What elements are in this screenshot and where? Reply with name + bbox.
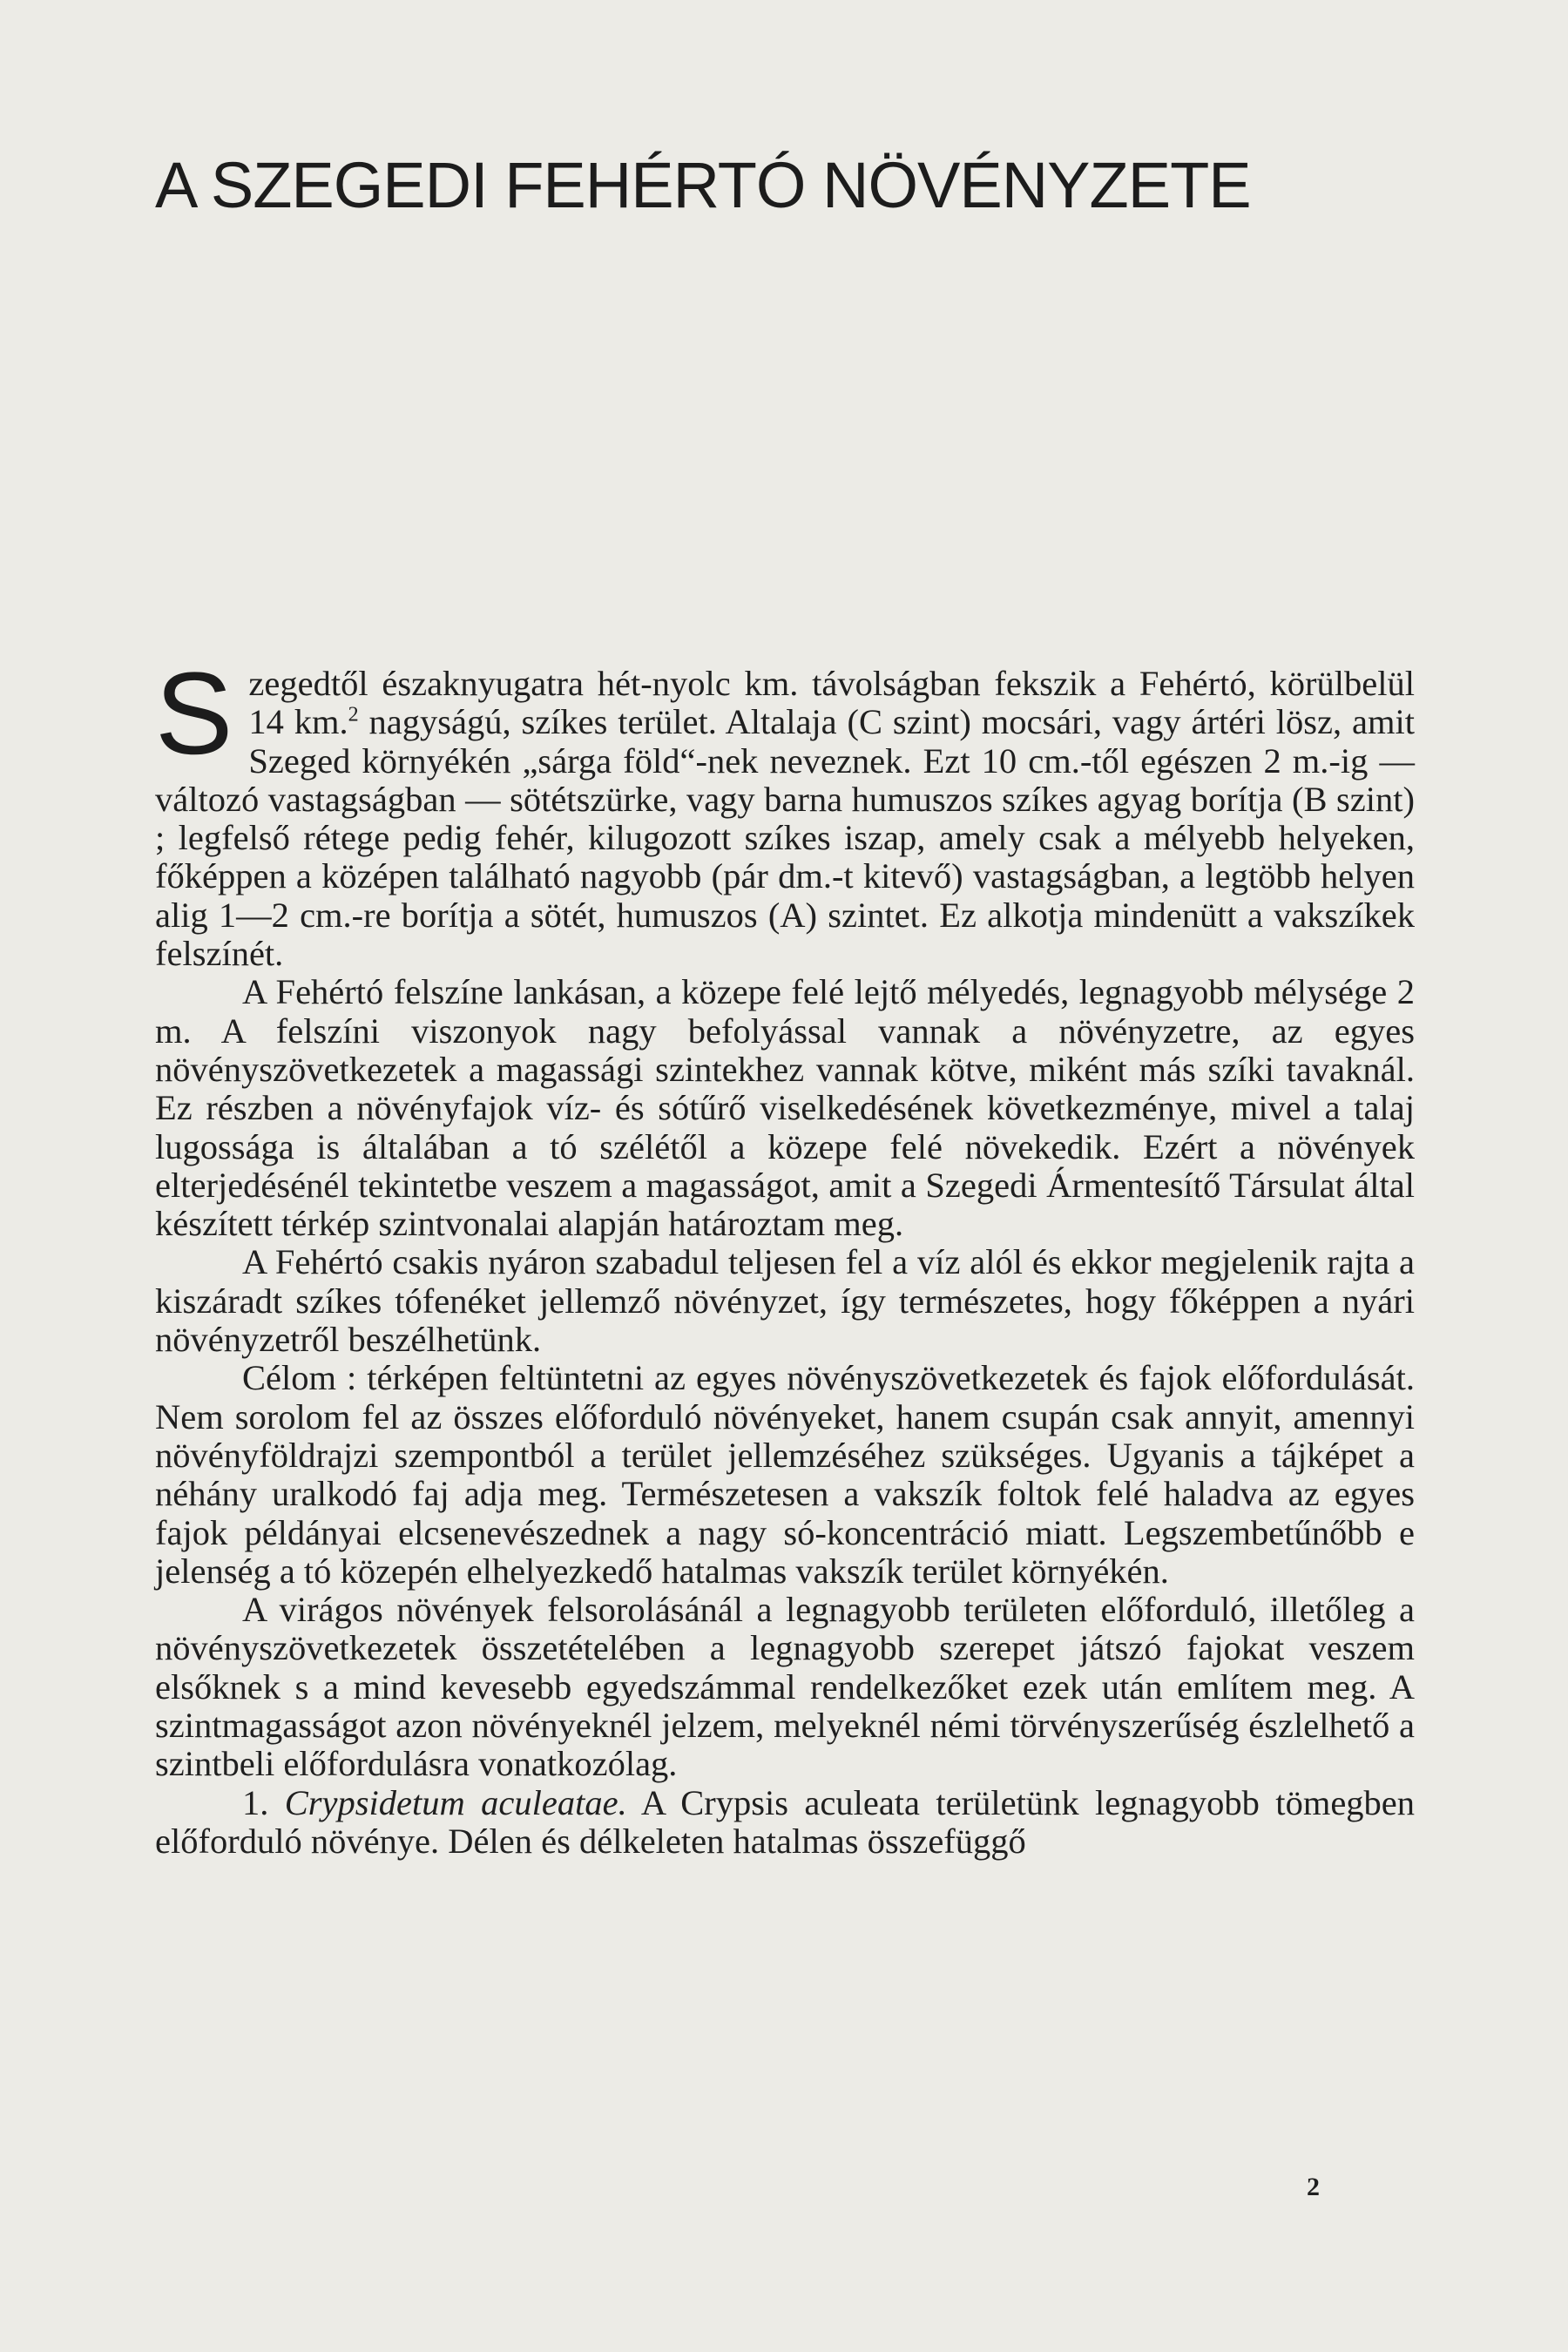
paragraph-method: A virágos növények felsorolásánál a legnagyobb területen előforduló, illetőleg a növényszövetkezetek összetételében a legnagyobb szerepet játszó fajokat veszem elsőknek s a mind kevesebb egyedszámmal rendelkezőket ezek után említem meg. A szintmagasságot azon növényeknél jelzem, melyeknél némi törvényszerűség észlelhető a szintbeli előfordulásra vonatkozólag. <box>155 1590 1415 1784</box>
section-text: A Crypsis aculeata területünk legnagyobb tömegben előforduló növénye. Délen és délkeleten hatalmas összefüggő <box>155 1782 1416 1861</box>
drop-cap: S <box>155 649 233 779</box>
paragraph-intro-text-b: nagyságú, szíkes terület. Altalaja (C szint) mocsári, vagy ártéri lösz, amit Szeged környékén „sárga föld“-nek neveznek. Ezt 10 cm.-től egészen 2 m.-ig — változó vastagságban — sötétszürke, vagy barna humuszos szíkes agyag borítja (B szint) ; legfelső rétege pedig fehér, kilugozott szíkes iszap, amely csak a mélyebb helyeken, főképpen a középen található nagyobb (pár dm.-t kitevő) vastagságban, a legtöbb helyen alig 1—2 cm.-re borítja a sötét, humuszos (A) szintet. Ez alkotja mindenütt a vakszíkek felszínét. <box>155 702 1415 974</box>
article-title: A SZEGEDI FEHÉRTÓ NÖVÉNYZETE <box>155 149 1251 221</box>
page-number: 2 <box>1307 2173 1320 2201</box>
paragraph-aim: Célom : térképen feltüntetni az egyes növényszövetkezetek és fajok előfordulását. Nem sorolom fel az összes előforduló növényeket, hanem csupán csak annyit, amennyi növényföldrajzi szempontból a terület jellemzéséhez szükséges. Ugyanis a tájképet a néhány uralkodó faj adja meg. Természetesen a vakszík foltok felé haladva az egyes fajok példányai elcsenevészednek a nagy só-koncentráció miatt. Legszembetűnőbb e jelenség a tó közepén elhelyezkedő hatalmas vakszík terület környékén. <box>155 1358 1415 1591</box>
paragraph-surface: A Fehértó felszíne lankásan, a közepe felé lejtő mélyedés, legnagyobb mélysége 2 m. A felszíni viszonyok nagy befolyással vannak a növényzetre, az egyes növényszövetkezetek a magassági szintekhez vannak kötve, miként más szíki tavaknál. Ez részben a növényfajok víz- és sótűrő viselkedésének következménye, mivel a talaj lugossága is általában a tó szélétől a közepe felé növekedik. Ezért a növények elterjedésénél tekintetbe veszem a magasságot, amit a Szegedi Ármentesítő Társulat által készített térkép szintvonalai alapján határoztam meg. <box>155 972 1415 1244</box>
paragraph-summer: A Fehértó csakis nyáron szabadul teljesen fel a víz alól és ekkor megjelenik rajta a kiszáradt szíkes tófenéket jellemző növényzet, így természetes, hogy főképpen a nyári növényzetről beszélhetünk. <box>155 1242 1415 1360</box>
section-heading: Crypsidetum aculeatae. <box>284 1782 627 1822</box>
paragraph-crypsidetum <box>155 1784 1415 1862</box>
paragraph-intro <box>155 649 1415 974</box>
paragraph-intro-text-a: zegedtől északnyugatra hét-nyolc km. távolságban fekszik a Fehértó, körülbelül 14 km. <box>248 664 1415 742</box>
footnote-superscript: 2 <box>348 703 359 727</box>
article-body <box>155 649 1416 1861</box>
section-number: 1. <box>242 1782 269 1822</box>
